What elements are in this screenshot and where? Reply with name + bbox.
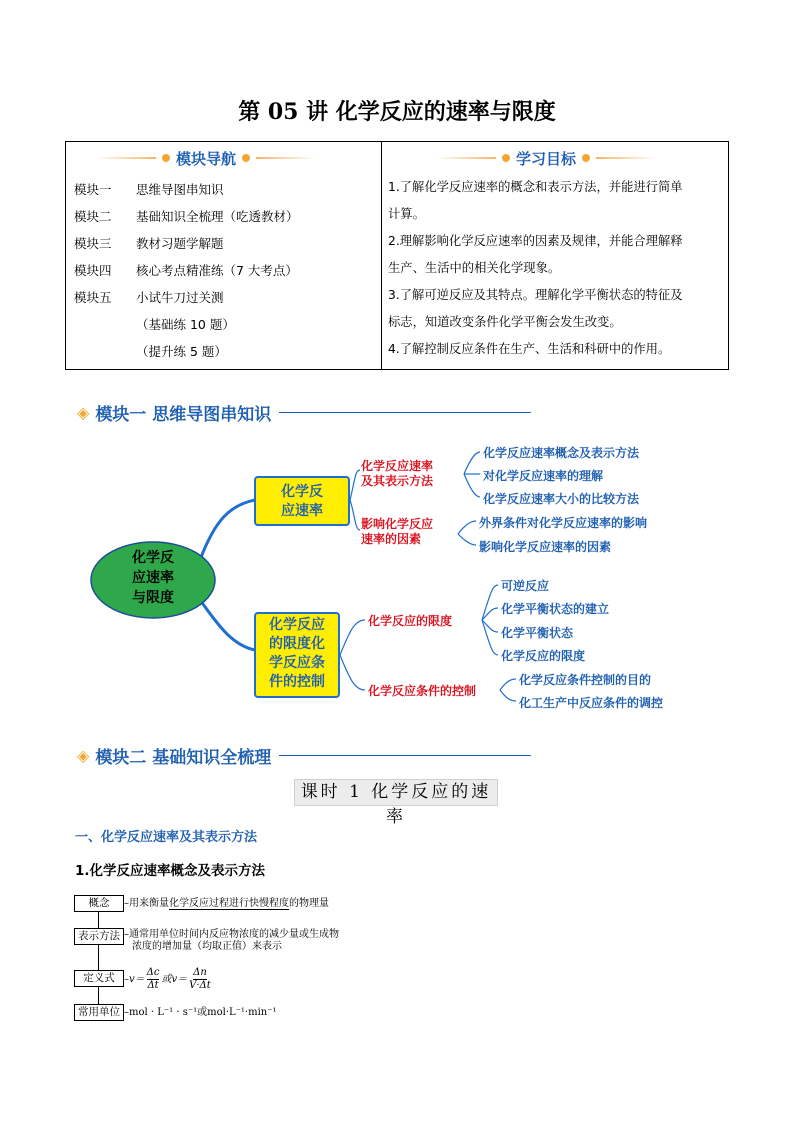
section-rule [279, 755, 531, 757]
concept-label-box: 概念 [74, 895, 124, 912]
leaf-b1: 外界条件对化学反应速率的影响 [479, 516, 648, 530]
section1-header: ◈ 模块一 思维导图串知识 [77, 400, 531, 425]
connector-s1-a3 [464, 474, 480, 497]
connector-b1-s2 [350, 500, 360, 530]
nav-row-value: 教材习题学解题 [136, 236, 224, 251]
b1-sub1-label: 化学反应速率 及其表示方法 [361, 459, 434, 488]
leaf-a1: 化学反应速率概念及表示方法 [483, 446, 640, 460]
leaf-a2: 对化学反应速率的理解 [483, 469, 604, 483]
b2-sub2-label: 化学反应条件的控制 [368, 684, 477, 698]
lesson-banner: 课时 1 化学反应的速率 [294, 779, 498, 806]
connector-d-d1 [500, 679, 516, 690]
heading-1: 一、化学反应速率及其表示方法 [75, 830, 258, 845]
leaf-c3: 化学平衡状态 [501, 626, 574, 640]
connector-b1-s1 [350, 470, 360, 500]
connector-c-c1 [482, 585, 498, 620]
root-label: 化学反 应速率 与限度 [132, 550, 174, 606]
connector-c-c4 [482, 620, 498, 655]
goal-line: 标志，知道改变条件化学平衡会发生改变。 [388, 315, 622, 329]
heading-2: 1.化学反应速率概念及表示方法 [75, 863, 266, 879]
goals-panel-heading: 学习目标 [436, 147, 656, 169]
branch2-label: 化学反应 的限度化 学反应条 件的控制 [269, 617, 325, 690]
nav-panel-heading: 模块导航 [96, 147, 316, 169]
connector-s2-b2 [458, 534, 476, 545]
connector [98, 987, 99, 1004]
goal-line: 2.理解影响化学反应速率的因素及规律，并能合理解释 [388, 234, 683, 248]
expr-desc: –通常用单位时间内反应物浓度的减少量或生成物 浓度的增加量（均取正值）来表示 [124, 929, 339, 952]
b2-sub1-label: 化学反应的限度 [368, 614, 453, 628]
leaf-d2: 化工生产中反应条件的调控 [519, 696, 664, 710]
def-formula: – v＝ Δc Δt 或v＝ Δn V·Δt [124, 967, 211, 991]
expr-label-box: 表示方法 [74, 928, 124, 945]
leaf-d1: 化学反应条件控制的目的 [519, 673, 652, 687]
connector-b2-c [340, 620, 365, 655]
nav-row-key: 模块三 [74, 236, 112, 251]
nav-row-value: 核心考点精准练（7 大考点） [136, 263, 298, 278]
branch1-label: 化学反 应速率 [281, 484, 323, 519]
connector [98, 912, 99, 928]
nav-row-key: 模块五 [74, 290, 112, 305]
nav-row-value: 小试牛刀过关测 [136, 290, 224, 305]
goal-line: 计算。 [388, 207, 425, 221]
def-label-box: 定义式 [74, 970, 124, 987]
diamond-icon: ◈ [77, 746, 90, 765]
goal-line: 4.了解控制反应条件在生产、生活和科研中的作用。 [388, 342, 671, 356]
connector-d-d2 [500, 690, 516, 701]
nav-row-key: 模块四 [74, 263, 112, 278]
nav-row-key: 模块一 [74, 182, 112, 197]
leaf-c2: 化学平衡状态的建立 [501, 602, 610, 616]
leaf-b2: 影响化学反应速率的因素 [479, 540, 612, 554]
goal-line: 3.了解可逆反应及其特点。理解化学平衡状态的特征及 [388, 288, 683, 302]
diamond-icon: ◈ [77, 403, 90, 422]
goal-line: 生产、生活中的相关化学现象。 [388, 261, 561, 275]
nav-row-value: 基础知识全梳理（吃透教材） [136, 209, 299, 224]
connector-b2-d [340, 655, 365, 690]
connector-s1-a1 [464, 452, 480, 474]
nav-row-value: 思维导图串知识 [136, 182, 224, 197]
leaf-a3: 化学反应速率大小的比较方法 [483, 492, 640, 506]
nav-row-value: （基础练 10 题） [136, 317, 235, 332]
page-title: 第 05 讲 化学反应的速率与限度 [238, 99, 556, 125]
nav-row-key: 模块二 [74, 209, 112, 224]
section2-header: ◈ 模块二 基础知识全梳理 [77, 743, 531, 768]
unit-desc: –mol · L⁻¹ · s⁻¹或mol·L⁻¹·min⁻¹ [124, 1007, 277, 1018]
unit-label-box: 常用单位 [74, 1004, 124, 1021]
leaf-c1: 可逆反应 [501, 579, 550, 593]
goal-line: 1.了解化学反应速率的概念和表示方法，并能进行简单 [388, 180, 683, 194]
connector [98, 945, 99, 970]
nav-row-value: （提升练 5 题） [136, 344, 227, 359]
connector-s2-b1 [458, 521, 476, 534]
b1-sub2-label: 影响化学反应 速率的因素 [361, 517, 434, 546]
concept-desc: –用来衡量化学反应过程进行快慢程度的物理量 [124, 898, 329, 909]
leaf-c4: 化学反应的限度 [501, 649, 586, 663]
